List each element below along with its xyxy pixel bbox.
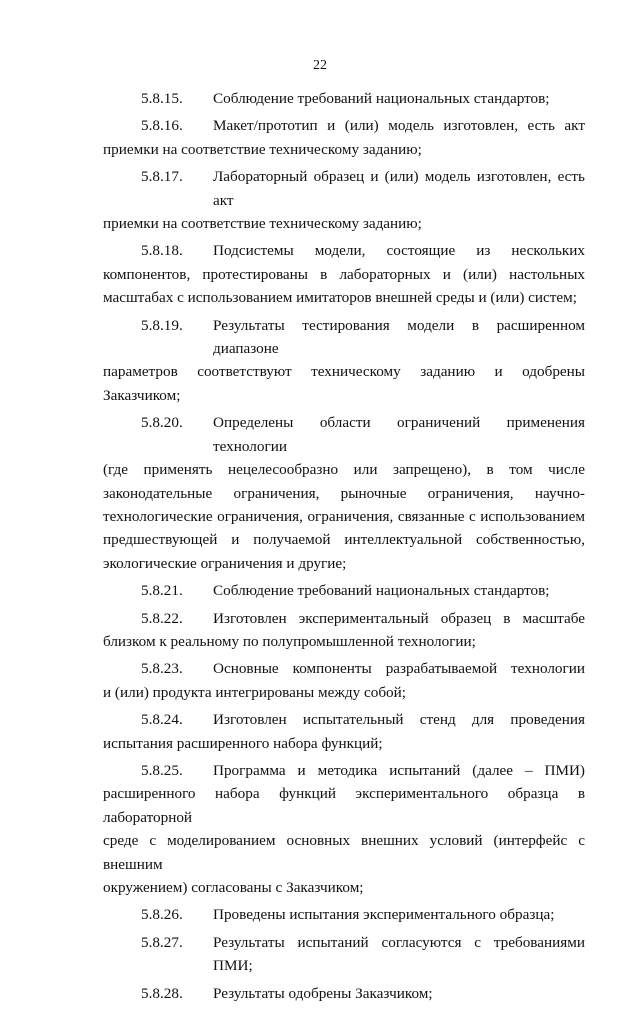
clause-text-line: Соблюдение требований национальных стандартов; — [213, 90, 550, 107]
clause-text-line: расширенного набора функций экспериментального образца в лабораторной — [103, 785, 585, 826]
clause-text-line: параметров соответствуют техническому заданию и одобрены Заказчиком; — [103, 363, 585, 404]
clause-text-line: Определены области ограничений применения технологии — [213, 414, 585, 455]
clause-text-line: Результаты тестирования модели в расширенном диапазоне — [213, 316, 585, 358]
clause-text-line: Проведены испытания экспериментального образца; — [213, 906, 555, 924]
clause-text-line: законодательные ограничения, рыночные ограничения, научно- — [103, 484, 585, 502]
clause-number: 5.8.26. — [141, 906, 183, 924]
clause-text-line: близком к реальному по полупромышленной технологии; — [103, 632, 476, 650]
clause-5-8-15 — [103, 87, 585, 110]
clause-text-line: испытания расширенного набора функций; — [103, 734, 383, 752]
document-body — [103, 87, 585, 1009]
clause-text-line: технологические ограничения, ограничения, связанные с использованием — [103, 507, 585, 525]
clause-5-8-21 — [103, 579, 585, 602]
clause-text-line: (где применять нецелесообразно или запрещено), в том числе — [103, 461, 585, 479]
page-number: 22 — [313, 58, 327, 73]
clause-number: 5.8.21. — [141, 582, 183, 600]
clause-text-line: Лабораторный образец и (или) модель изготовлен, есть акт — [213, 168, 585, 209]
clause-text-line: Макет/прототип и (или) модель изготовлен, есть акт — [213, 117, 585, 135]
clause-text-line: приемки на соответствие техническому заданию; — [103, 140, 422, 158]
clause-5-8-19 — [103, 314, 585, 408]
clause-text-line: Подсистемы модели, состоящие из нескольких — [213, 242, 585, 260]
clause-text-line: окружением) согласованы с Заказчиком; — [103, 879, 364, 896]
clause-5-8-28 — [103, 982, 585, 1005]
clause-text-line: компонентов, протестированы в лабораторных и (или) настольных — [103, 265, 585, 283]
clause-5-8-23 — [103, 657, 585, 704]
clause-text-line: масштабах с использованием имитаторов внешней среды и (или) систем; — [103, 289, 578, 307]
clause-number: 5.8.18. — [141, 242, 183, 260]
clause-text-line: и (или) продукта интегрированы между собой; — [103, 683, 406, 701]
clause-5-8-24 — [103, 708, 585, 755]
clause-number: 5.8.15. — [141, 90, 183, 107]
clause-number: 5.8.24. — [141, 711, 183, 729]
clause-number: 5.8.16. — [141, 117, 183, 135]
clause-text-line: Соблюдение требований национальных стандартов; — [213, 582, 550, 600]
clause-number: 5.8.17. — [141, 168, 183, 186]
clause-text-line: экологические ограничения и другие; — [103, 554, 347, 572]
clause-5-8-22 — [103, 607, 585, 654]
clause-text-line: Программа и методика испытаний (далее – ПМИ) — [213, 761, 585, 779]
clause-5-8-16 — [103, 114, 585, 161]
clause-text-line: Результаты одобрены Заказчиком; — [213, 984, 433, 1002]
clause-5-8-27 — [103, 931, 585, 978]
clause-text-line: предшествующей и получаемой интеллектуальной собственностью, — [103, 531, 585, 549]
clause-number: 5.8.27. — [141, 933, 183, 951]
clause-5-8-25 — [103, 759, 585, 899]
clause-text-line: среде с моделированием основных внешних условий (интерфейс с внешним — [103, 832, 585, 873]
clause-number: 5.8.19. — [141, 316, 183, 334]
clause-text-line: Основные компоненты разрабатываемой технологии — [213, 660, 585, 678]
clause-5-8-26 — [103, 903, 585, 926]
clause-number: 5.8.20. — [141, 414, 183, 432]
clause-5-8-18 — [103, 239, 585, 309]
clause-number: 5.8.28. — [141, 984, 183, 1002]
clause-text-line: Изготовлен экспериментальный образец в масштабе — [213, 609, 585, 627]
clause-text-line: Изготовлен испытательный стенд для проведения — [213, 711, 585, 729]
clause-text-line: Результаты испытаний согласуются с требованиями ПМИ; — [213, 933, 585, 975]
clause-number: 5.8.25. — [141, 761, 183, 779]
clause-number: 5.8.23. — [141, 660, 183, 678]
clause-5-8-17 — [103, 165, 585, 235]
clause-5-8-20 — [103, 411, 585, 575]
clause-number: 5.8.22. — [141, 609, 183, 627]
clause-text-line: приемки на соответствие техническому заданию; — [103, 215, 422, 233]
